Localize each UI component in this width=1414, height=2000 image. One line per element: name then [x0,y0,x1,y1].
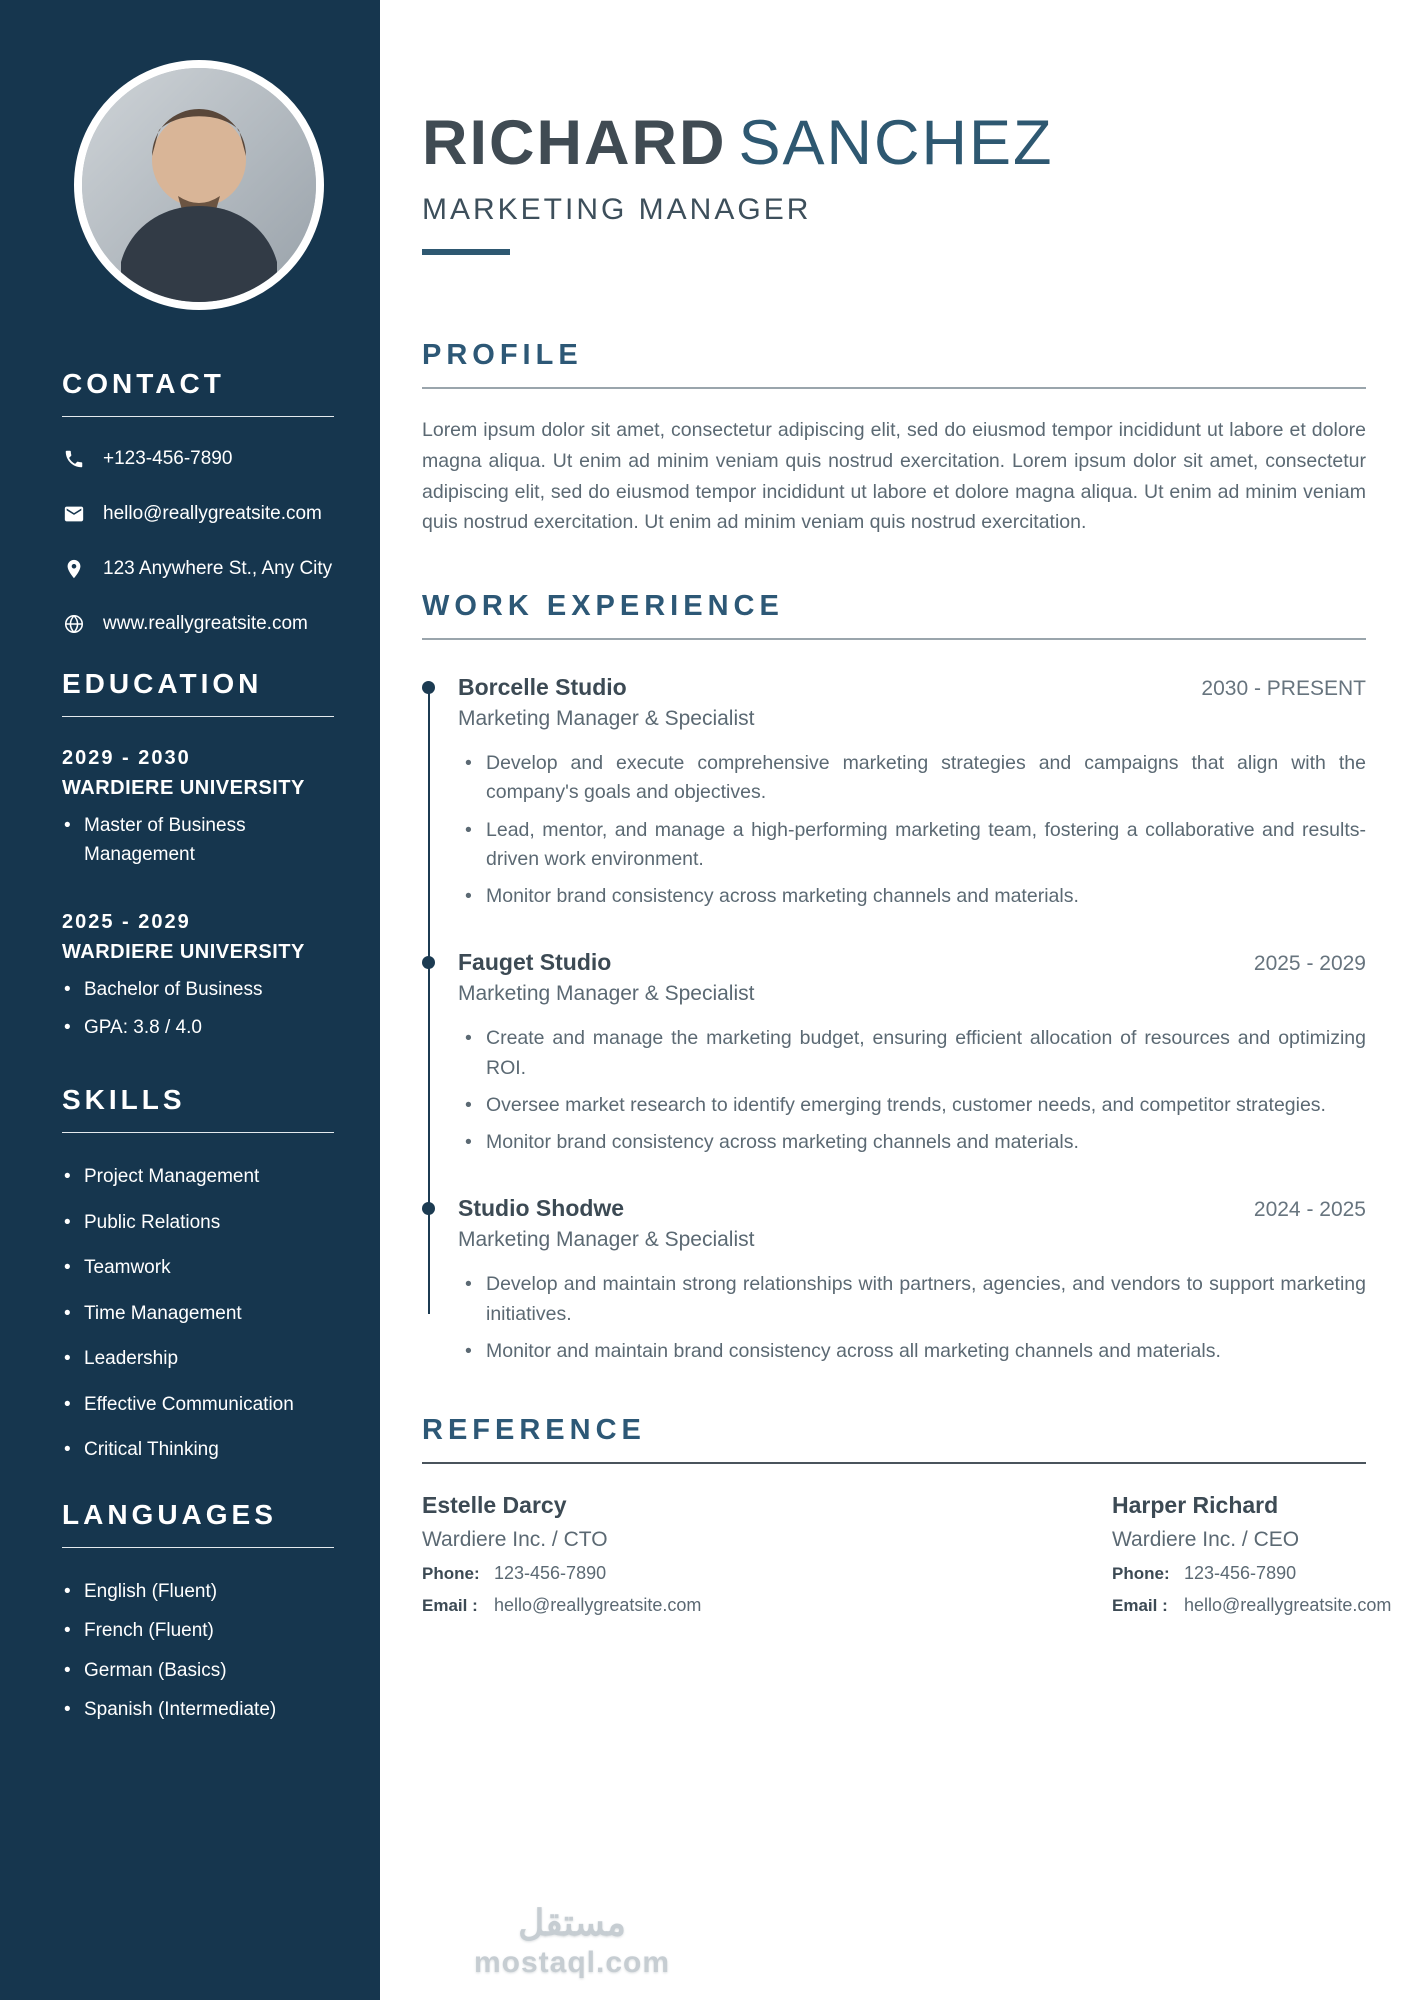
skill-item: • Leadership [62,1345,336,1374]
contact-address-text: 123 Anywhere St., Any City [103,558,333,579]
languages-heading: LANGUAGES [62,1498,277,1530]
reference-phone: 123-456-7890 [1184,1563,1297,1584]
job-period: 2025 - 2029 [1253,952,1366,976]
phone-label: Phone: [1112,1564,1170,1584]
reference-email: hello@reallygreatsite.com [1184,1595,1392,1616]
reference-section [422,1414,1392,1616]
work-experience-section [422,590,1366,1366]
job-role: Marketing Manager & Specialist [458,1228,755,1252]
profile-section [422,339,1366,538]
resume-header [422,108,1366,255]
education-entry [62,911,336,1042]
contact-list [62,447,336,636]
contact-item-address [62,557,336,581]
contact-item-phone [62,447,336,471]
globe-icon [62,612,86,636]
reference-position: Wardiere Inc. / CEO [1112,1528,1300,1552]
contact-section [62,368,336,636]
job-bullet: • Oversee market research to identify emerging trends, customer needs, and competitor strategies. [458,1091,1366,1120]
education-years: 2025 - 2029 [62,911,191,933]
timeline-dot [422,956,435,969]
reference-name: Harper Richard [1112,1492,1279,1519]
main-content [380,0,1414,1616]
skills-section [62,1084,336,1465]
job-bullet: • Develop and maintain strong relationships with partners, agencies, and vendors to support marketing initiatives. [458,1270,1366,1329]
job-bullet: • Lead, mentor, and manage a high-performing marketing team, fostering a collaborative and results-driven work environment. [458,816,1366,875]
contact-item-website [62,612,336,636]
contact-divider [62,416,334,417]
phone-icon [62,447,86,471]
job-bullets [458,1024,1366,1157]
languages-divider [62,1547,334,1548]
accent-bar [422,249,510,255]
watermark-arabic-text: مستقل [518,1902,626,1943]
job-role: Marketing Manager & Specialist [458,982,755,1006]
experience-timeline [428,674,1366,1366]
education-details [62,976,336,1042]
last-name: SANCHEZ [738,108,1054,178]
skills-list [62,1163,336,1465]
reference-phone-row [1112,1563,1391,1584]
language-item: • Spanish (Intermediate) [62,1696,336,1725]
reference-phone: 123-456-7890 [494,1563,607,1584]
skill-item: • Teamwork [62,1254,336,1283]
job-bullet: • Create and manage the marketing budget, ensuring efficient allocation of resources and optimizing ROI. [458,1024,1366,1083]
job-entry [458,1195,1366,1366]
contact-email-text: hello@reallygreatsite.com [103,503,322,524]
contact-heading: CONTACT [62,368,225,399]
education-divider [62,716,334,717]
language-item: • French (Fluent) [62,1617,336,1646]
education-entry [62,747,336,869]
education-detail: • Master of Business Management [62,812,336,869]
job-bullet: • Monitor brand consistency across marketing channels and materials. [458,882,1366,911]
job-header [458,949,1366,976]
languages-section [62,1499,336,1725]
education-heading: EDUCATION [62,668,263,699]
job-company: Borcelle Studio [458,674,627,701]
job-company: Fauget Studio [458,949,612,976]
reference-position: Wardiere Inc. / CTO [422,1528,608,1552]
language-item: • German (Basics) [62,1657,336,1686]
job-header [458,1195,1366,1222]
work-experience-heading: WORK EXPERIENCE [422,590,784,623]
education-detail: • GPA: 3.8 / 4.0 [62,1014,336,1043]
skill-item: • Critical Thinking [62,1436,336,1465]
reference-entry [422,1492,1112,1616]
job-period: 2024 - 2025 [1253,1198,1366,1222]
reference-heading: REFERENCE [422,1414,646,1447]
skills-divider [62,1132,334,1133]
job-role: Marketing Manager & Specialist [458,707,755,731]
profile-text: Lorem ipsum dolor sit amet, consectetur adipiscing elit, sed do eiusmod tempor incididunt ut labore et dolore magna aliqua. Ut enim ad minim veniam quis nostrud exercitation. Lorem ipsum dolor sit amet, consectetur adipiscing elit, sed do eiusmod tempor incididunt ut labore et dolore magna aliqua. Ut enim ad minim veniam quis nostrud exercitation. Ut enim ad minim veniam quis nostrud exercitation. [422,419,1366,534]
contact-item-email [62,502,336,526]
job-entry [458,949,1366,1157]
first-name: RICHARD [422,108,727,178]
profile-photo [74,60,324,310]
education-school: WARDIERE UNIVERSITY [62,777,305,799]
work-experience-divider [422,638,1366,640]
reference-email: hello@reallygreatsite.com [494,1595,702,1616]
timeline-dot [422,1202,435,1215]
education-section [62,668,336,1042]
skills-heading: SKILLS [62,1084,186,1115]
job-bullets [458,749,1366,911]
reference-email-row [422,1595,1112,1616]
skill-item: • Time Management [62,1300,336,1329]
reference-grid [422,1492,1392,1616]
watermark [452,1902,692,1980]
job-header [458,674,1366,701]
education-detail: • Bachelor of Business [62,976,336,1005]
contact-website-text: www.reallygreatsite.com [103,613,308,634]
sidebar [0,0,380,2000]
reference-entry [1112,1492,1391,1616]
job-bullet: • Monitor and maintain brand consistency across all marketing channels and materials. [458,1337,1366,1366]
email-label: Email : [1112,1596,1168,1616]
reference-email-row [1112,1595,1391,1616]
location-icon [62,557,86,581]
skill-item: • Project Management [62,1163,336,1192]
job-bullet: • Develop and execute comprehensive marketing strategies and campaigns that align with the company's goals and objectives. [458,749,1366,808]
profile-heading: PROFILE [422,339,583,371]
education-details [62,812,336,869]
skill-item: • Public Relations [62,1209,336,1238]
person-job-title: MARKETING MANAGER [422,193,812,226]
job-company: Studio Shodwe [458,1195,625,1222]
job-bullets [458,1270,1366,1366]
timeline-dot [422,681,435,694]
language-item: • English (Fluent) [62,1578,336,1607]
phone-label: Phone: [422,1564,480,1584]
reference-name: Estelle Darcy [422,1492,567,1519]
job-entry [458,674,1366,911]
reference-phone-row [422,1563,1112,1584]
email-label: Email : [422,1596,478,1616]
person-portrait-illustration [82,68,316,302]
job-period: 2030 - PRESENT [1201,677,1366,701]
languages-list [62,1578,336,1725]
education-school: WARDIERE UNIVERSITY [62,941,305,963]
contact-phone-text: +123-456-7890 [103,448,233,469]
reference-divider [422,1462,1366,1464]
profile-divider [422,387,1366,389]
skill-item: • Effective Communication [62,1391,336,1420]
education-years: 2029 - 2030 [62,747,191,769]
watermark-site-text: mostaql.com [473,1946,671,1979]
job-bullet: • Monitor brand consistency across marketing channels and materials. [458,1128,1366,1157]
email-icon [62,502,86,526]
person-name [422,108,1366,178]
